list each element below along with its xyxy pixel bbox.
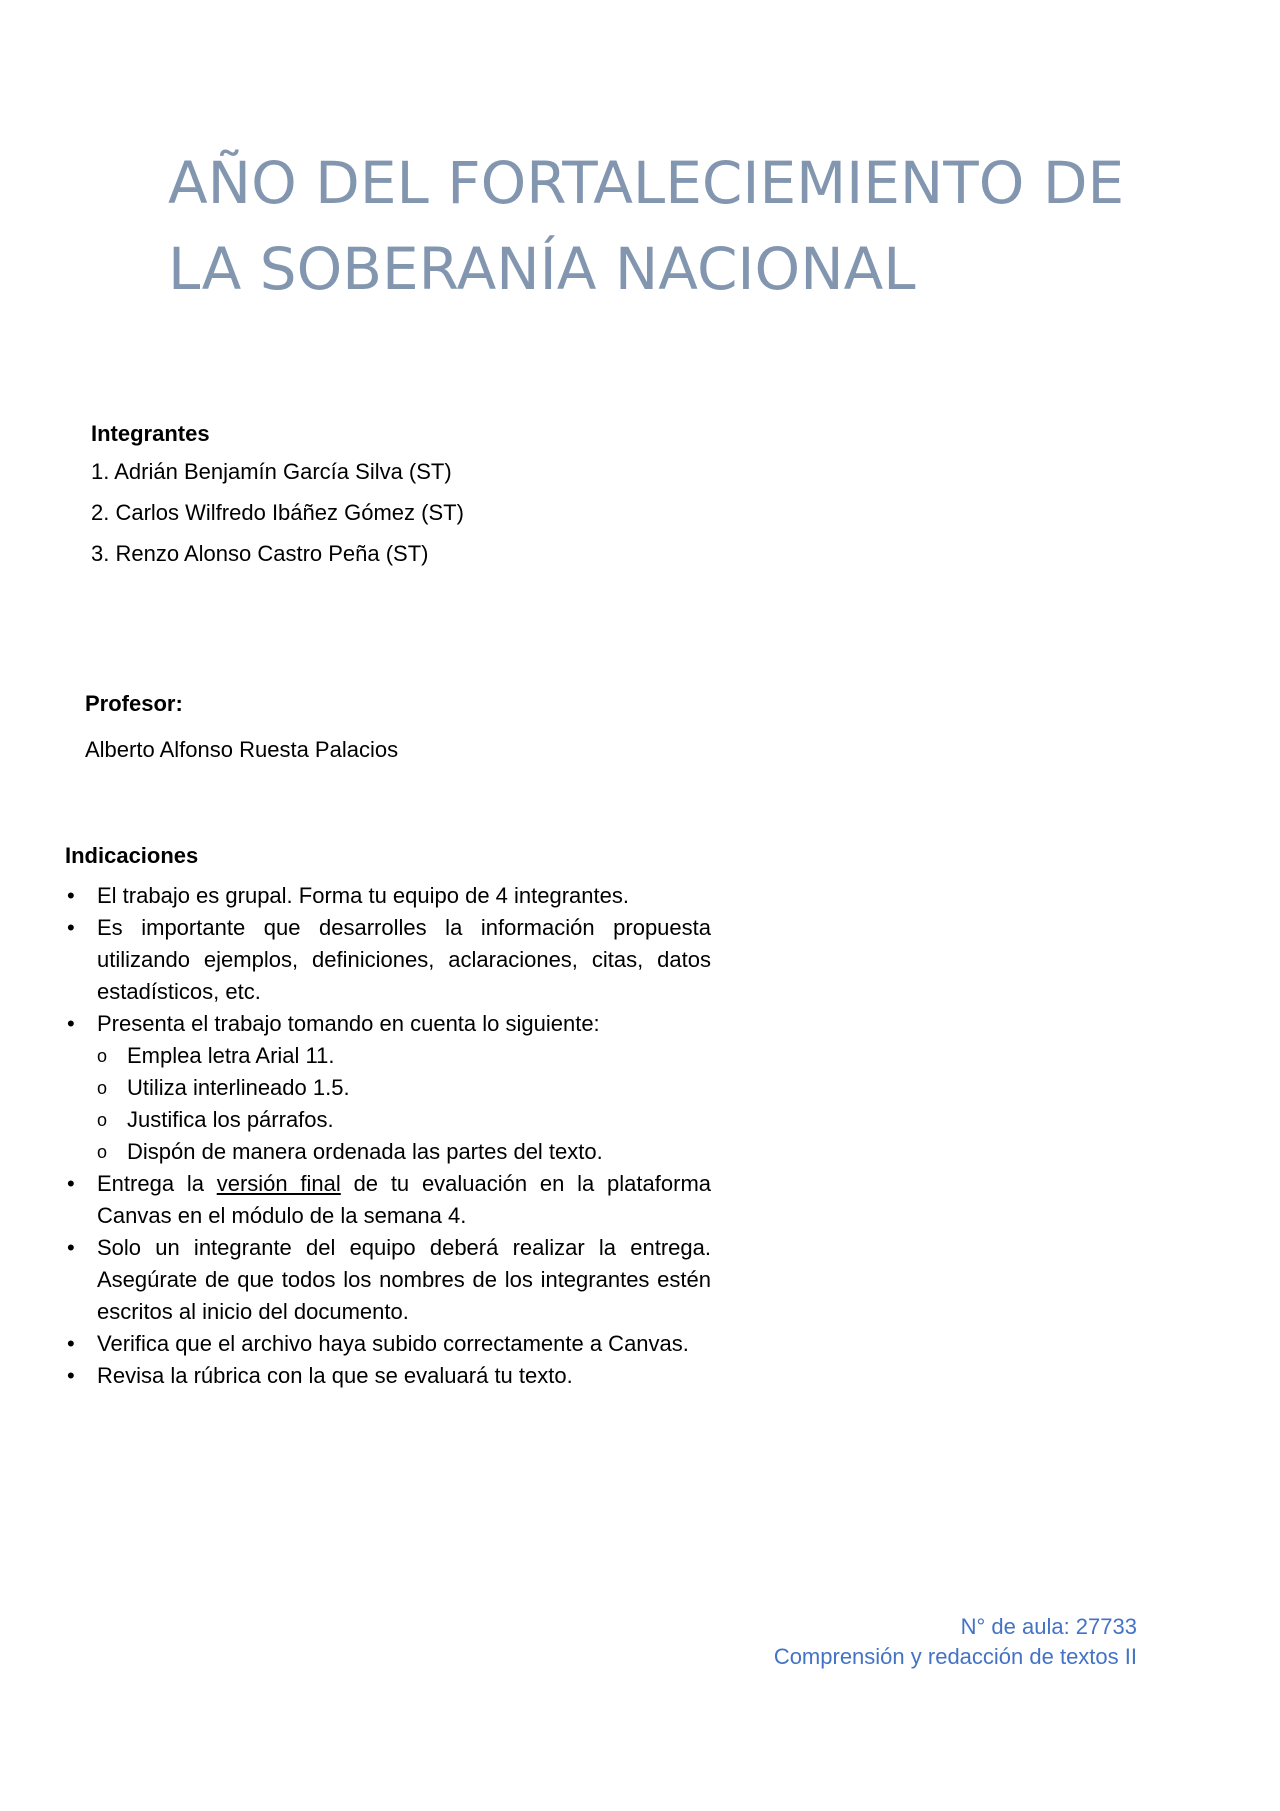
course-footer [774, 1612, 1137, 1672]
bullet-icon: • [67, 1363, 75, 1388]
indicacion-text-post: de tu evaluación en la plataforma Canvas en el módulo de la semana 4. [97, 1171, 712, 1228]
indicacion-text: El trabajo es grupal. Forma tu equipo de 4 integrantes. [97, 883, 629, 908]
members-list [91, 458, 464, 568]
circle-bullet-icon: o [97, 1110, 108, 1130]
sub-item-text: Utiliza interlineado 1.5. [127, 1075, 350, 1100]
indicacion-item [65, 880, 711, 912]
member-item: 1. Adrián Benjamín García Silva (ST) [91, 459, 452, 484]
classroom-number: N° de aula: 27733 [960, 1614, 1137, 1639]
bullet-icon: • [67, 1171, 75, 1196]
profesor-heading: Profesor: [85, 691, 183, 716]
indicacion-item [65, 1360, 711, 1392]
indicacion-text: Es importante que desarrolles la información propuesta utilizando ejemplos, definiciones, aclaraciones, citas, datos estadísticos, etc. [97, 915, 711, 1004]
indicacion-item [65, 1328, 711, 1360]
integrantes-heading: Integrantes [91, 421, 210, 446]
member-item: 3. Renzo Alonso Castro Peña (ST) [91, 541, 429, 566]
indicacion-text-pre: Entrega la [97, 1171, 217, 1196]
indicaciones-heading: Indicaciones [65, 843, 199, 868]
circle-bullet-icon: o [97, 1046, 108, 1066]
document-title [168, 140, 1128, 312]
circle-bullet-icon: o [97, 1078, 108, 1098]
indicacion-text: Solo un integrante del equipo deberá realizar la entrega. Asegúrate de que todos los nombres de los integrantes estén escritos al inicio del documento. [97, 1235, 711, 1324]
indicacion-item [65, 1232, 711, 1328]
version-final-underlined: versión final [216, 1171, 341, 1196]
indicacion-text: Verifica que el archivo haya subido correctamente a Canvas. [97, 1331, 689, 1356]
profesor-section [85, 690, 398, 764]
title-line-1: AÑO DEL FORTALECIEMIENTO DE [168, 149, 1125, 217]
indicacion-text: Presenta el trabajo tomando en cuenta lo siguiente: [97, 1011, 600, 1036]
sub-item-text: Emplea letra Arial 11. [127, 1043, 335, 1068]
sub-item-text: Justifica los párrafos. [127, 1107, 334, 1132]
sub-item [97, 1104, 711, 1136]
format-sublist [97, 1040, 711, 1168]
indicacion-text: Revisa la rúbrica con la que se evaluará tu texto. [97, 1363, 573, 1388]
integrantes-section [91, 420, 464, 581]
profesor-name: Alberto Alfonso Ruesta Palacios [85, 737, 399, 762]
bullet-icon: • [67, 883, 75, 908]
sub-item [97, 1072, 711, 1104]
indicaciones-list [65, 880, 711, 1392]
sub-item [97, 1136, 711, 1168]
circle-bullet-icon: o [97, 1142, 108, 1162]
sub-item [97, 1040, 711, 1072]
bullet-icon: • [67, 1011, 75, 1036]
title-line-2: LA SOBERANÍA NACIONAL [168, 235, 916, 303]
sub-item-text: Dispón de manera ordenada las partes del texto. [127, 1139, 603, 1164]
bullet-icon: • [67, 1331, 75, 1356]
indicacion-item [65, 912, 711, 1008]
bullet-icon: • [67, 915, 75, 940]
member-item: 2. Carlos Wilfredo Ibáñez Gómez (ST) [91, 500, 464, 525]
indicacion-item [65, 1008, 711, 1168]
course-name: Comprensión y redacción de textos II [773, 1644, 1137, 1669]
bullet-icon: • [67, 1235, 75, 1260]
indicaciones-section [65, 842, 711, 1392]
indicacion-item [65, 1168, 711, 1232]
